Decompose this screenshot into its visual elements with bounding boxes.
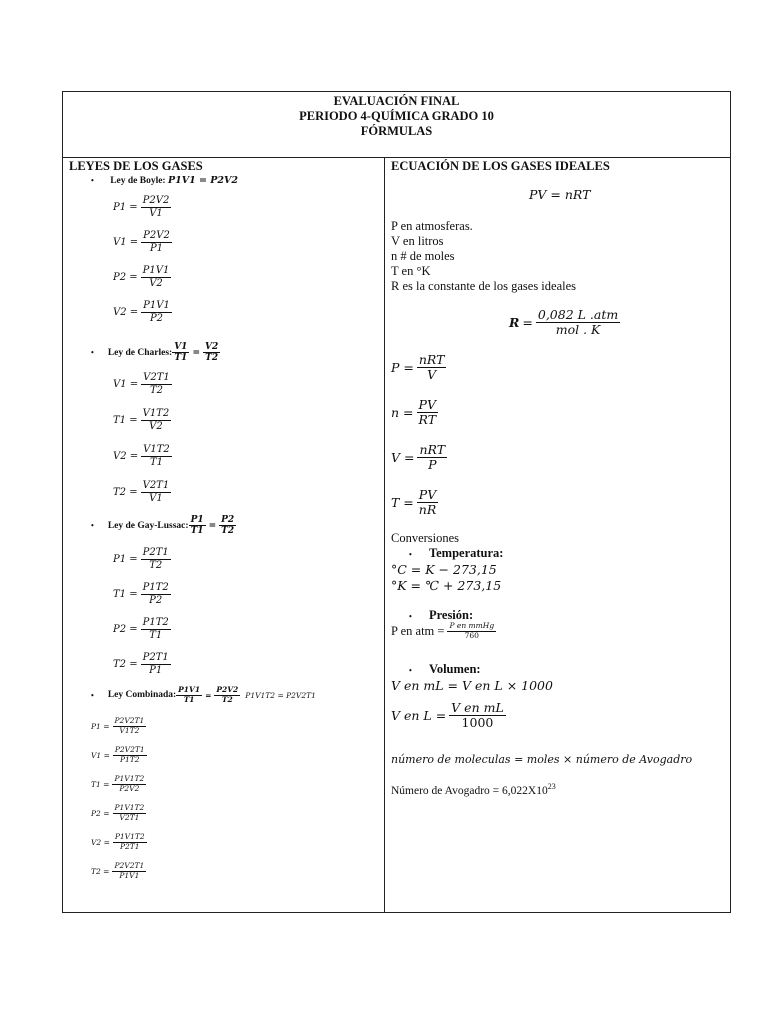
formula-numerator: P1T2	[142, 617, 169, 628]
charles-a-num: V1	[174, 342, 188, 352]
pressure-num: P en mmHg	[449, 621, 495, 630]
boyle-formula	[113, 265, 171, 289]
combined-b-num: P2V2	[216, 685, 239, 694]
formula-numerator: P1T2	[142, 582, 169, 593]
formula-lhs: P1 =	[113, 201, 138, 213]
formula-denominator: T2	[149, 559, 163, 571]
avogadro-number	[391, 782, 556, 797]
formula-denominator: T1	[149, 629, 163, 641]
header-line-1: EVALUACIÓN FINAL	[333, 94, 460, 108]
formula-denominator: P2	[149, 594, 163, 606]
formula-denominator: P2T1	[119, 841, 140, 851]
formula-numerator: P2V2T1	[114, 716, 145, 725]
bullet-icon: •	[409, 612, 412, 621]
formula-numerator: P1V1T2	[114, 832, 145, 841]
gas-laws-column	[63, 158, 385, 912]
volume2-num: V en mL	[451, 700, 504, 715]
formula-denominator: P1	[149, 242, 164, 254]
temperature-heading	[409, 546, 503, 561]
gaylussac-b-num: P2	[221, 515, 235, 525]
formula-denominator: V	[427, 367, 437, 383]
formula-denominator: V2T1	[119, 812, 140, 822]
formula-lhs: V1 =	[91, 750, 110, 760]
formula-numerator: P1V1T2	[114, 803, 145, 812]
formula-numerator: P1V1	[143, 300, 170, 311]
avogadro-exponent: 23	[547, 782, 556, 791]
charles-b-den: T2	[205, 353, 219, 364]
volume-title: Volumen:	[428, 662, 481, 676]
gaylussac-formula	[113, 617, 171, 641]
combined-formula	[91, 717, 146, 735]
solved-formula	[391, 398, 438, 428]
note-v: V en litros	[391, 234, 444, 248]
gaylussac-a-num: P1	[190, 515, 204, 525]
sheet-header	[63, 92, 730, 158]
formula-numerator: P2V2T1	[114, 745, 145, 754]
formula-numerator: PV	[418, 487, 437, 502]
bullet-icon: •	[409, 550, 412, 559]
formula-lhs: V1 =	[113, 236, 139, 248]
gaylussac-label: Ley de Gay-Lussac:	[107, 520, 189, 531]
pressure-formula	[391, 622, 496, 640]
bullet-icon: •	[91, 521, 94, 531]
solved-formula	[391, 353, 446, 383]
formula-numerator: nRT	[418, 352, 445, 367]
pressure-title: Presión:	[428, 608, 474, 622]
ideal-gas-equation: PV = nRT	[529, 187, 591, 202]
formula-lhs: T2 =	[113, 658, 138, 670]
r-eq-sign: =	[522, 315, 533, 331]
boyle-formula	[113, 195, 171, 219]
formula-numerator: V1T2	[143, 444, 170, 455]
boyle-label: Ley de Boyle:	[110, 176, 168, 186]
formula-numerator: PV	[418, 397, 436, 412]
boyle-formula	[113, 230, 172, 254]
combined-formula	[91, 804, 146, 822]
formula-lhs: T1 =	[91, 779, 110, 789]
combined-formula	[91, 833, 147, 851]
temperature-formula-2: °K = ℃ + 273,15	[391, 578, 502, 593]
avogadro-text: Número de Avogadro = 6,022X10	[391, 784, 548, 797]
formula-numerator: P1V1	[142, 265, 170, 276]
formula-lhs: V2 =	[113, 450, 139, 462]
volume2-den: 1000	[461, 715, 494, 731]
formula-denominator: P2	[149, 312, 164, 324]
moles-formula: número de moleculas = moles × número de Avogadro	[391, 753, 693, 766]
formula-lhs: n =	[391, 405, 414, 421]
formula-lhs: P =	[391, 360, 414, 376]
formula-lhs: V =	[391, 450, 415, 466]
r-den: mol . K	[555, 322, 601, 338]
formula-lhs: P1 =	[113, 553, 138, 565]
solved-formula	[391, 488, 438, 518]
bullet-icon: •	[91, 348, 94, 358]
formula-denominator: P	[428, 457, 437, 473]
combined-a-den: T1	[183, 694, 195, 704]
note-t: T en °K	[391, 264, 431, 278]
ideal-gas-notes	[391, 219, 576, 294]
formula-sheet	[62, 91, 731, 913]
ideal-gas-column	[384, 158, 730, 912]
formula-numerator: P2T1	[142, 547, 169, 558]
formula-lhs: V1 =	[113, 378, 139, 390]
combined-formula	[91, 862, 146, 880]
formula-lhs: P2 =	[91, 808, 110, 818]
solved-formula	[391, 443, 447, 473]
gaylussac-formula	[113, 582, 171, 606]
formula-numerator: P2T1	[142, 652, 169, 663]
formula-numerator: V2T1	[142, 480, 170, 491]
charles-eq-sign: =	[192, 347, 200, 358]
combined-formula	[91, 775, 146, 793]
formula-denominator: P1T2	[119, 754, 140, 764]
note-r: R es la constante de los gases ideales	[391, 279, 577, 293]
formula-lhs: T2 =	[113, 486, 138, 498]
formula-lhs: T1 =	[113, 414, 138, 426]
header-line-2: PERIODO 4-QUÍMICA GRADO 10	[299, 109, 494, 123]
gaylussac-law-heading	[91, 515, 236, 537]
temperature-formula-1: °C = K − 273,15	[391, 562, 497, 577]
note-p: P en atmosferas.	[391, 219, 473, 233]
charles-formula	[113, 408, 171, 432]
formula-denominator: V2	[149, 420, 163, 432]
charles-formula	[113, 480, 171, 504]
formula-denominator: V2	[149, 277, 163, 289]
combined-b-den: T2	[221, 694, 233, 704]
volume-heading	[409, 662, 481, 677]
charles-formula	[113, 444, 172, 468]
formula-lhs: T2 =	[91, 866, 110, 876]
formula-lhs: P2 =	[113, 271, 138, 283]
formula-denominator: V1T2	[119, 725, 140, 735]
charles-formula	[113, 372, 172, 396]
formula-numerator: nRT	[419, 442, 446, 457]
formula-lhs: V2 =	[113, 306, 139, 318]
bullet-icon: •	[91, 176, 94, 185]
formula-numerator: P2V2	[142, 195, 170, 206]
combined-a-num: P1V1	[178, 685, 201, 694]
bullet-icon: •	[409, 666, 412, 675]
formula-lhs: T =	[391, 495, 414, 511]
formula-denominator: T1	[149, 456, 163, 468]
formula-denominator: V1	[149, 207, 163, 219]
formula-denominator: P2V2	[119, 783, 140, 793]
boyle-equation: P1V1 = P2V2	[167, 175, 239, 186]
boyle-law-heading	[91, 175, 238, 186]
ideal-gas-title: ECUACIÓN DE LOS GASES IDEALES	[391, 159, 610, 173]
volume-formula-1: V en mL = V en L × 1000	[391, 678, 553, 693]
formula-denominator: RT	[418, 412, 437, 428]
gaylussac-b-den: T2	[221, 526, 235, 537]
conversions-title: Conversiones	[391, 531, 460, 545]
formula-numerator: P1V1T2	[114, 774, 145, 783]
formula-lhs: P1 =	[91, 721, 110, 731]
formula-denominator: P1	[149, 664, 163, 676]
gas-laws-title: LEYES DE LOS GASES	[69, 159, 203, 173]
charles-law-heading	[91, 342, 220, 364]
gaylussac-eq-sign: =	[208, 520, 217, 531]
formula-denominator: T2	[149, 384, 163, 396]
gaylussac-a-den: T1	[190, 526, 204, 537]
pressure-lhs: P en atm =	[391, 623, 445, 638]
combined-label: Ley Combinada:	[107, 690, 177, 701]
charles-b-num: V2	[205, 342, 219, 352]
formula-lhs: P2 =	[113, 623, 138, 635]
formula-lhs: T1 =	[113, 588, 138, 600]
header-line-3: FÓRMULAS	[360, 124, 433, 138]
combined-law-heading	[91, 686, 316, 704]
formula-denominator: V1	[149, 492, 163, 504]
combined-extra: P1V1T2 = P2V2T1	[245, 690, 316, 700]
formula-numerator: P2V2T1	[114, 861, 145, 870]
formula-denominator: nR	[418, 502, 437, 518]
formula-numerator: P2V2	[143, 230, 170, 241]
r-num: 0,082 L .atm	[537, 307, 619, 322]
gaylussac-formula	[113, 652, 171, 676]
formula-numerator: V2T1	[143, 372, 170, 383]
formula-numerator: V1T2	[142, 408, 170, 419]
volume2-lhs: V en L =	[391, 708, 447, 724]
temperature-title: Temperatura:	[428, 546, 504, 560]
gaylussac-formula	[113, 547, 171, 571]
note-n: n # de moles	[391, 249, 455, 263]
pressure-den: 760	[464, 630, 479, 640]
combined-formula	[91, 746, 147, 764]
bullet-icon: •	[91, 690, 94, 700]
formula-denominator: P1V1	[119, 870, 140, 880]
volume-formula-2	[391, 701, 506, 731]
charles-a-den: T1	[174, 353, 188, 364]
charles-label: Ley de Charles:	[107, 347, 173, 358]
r-constant	[509, 308, 620, 338]
combined-eq-sign: =	[205, 690, 212, 700]
r-symbol: R	[509, 315, 520, 331]
formula-lhs: V2 =	[91, 837, 110, 847]
boyle-formula	[113, 300, 172, 324]
